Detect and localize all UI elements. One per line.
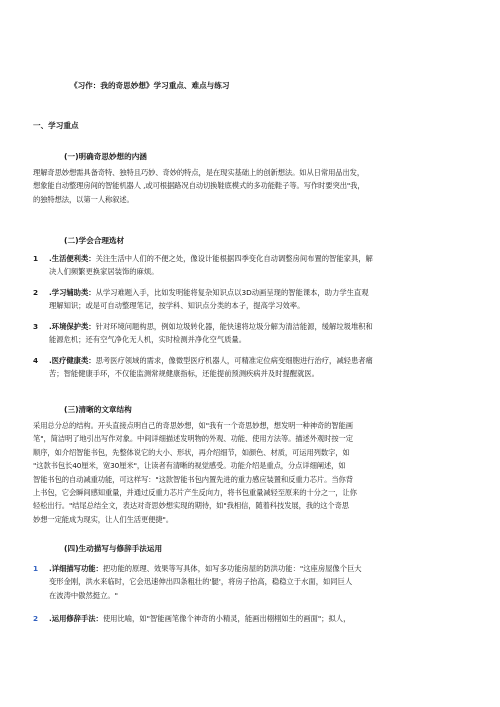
item-number: 4: [33, 356, 39, 365]
item-text: 使用比喻，如"智能画笔像个神奇的小精灵，能画出栩栩如生的画面"；拟人，: [102, 614, 351, 623]
item-lead: .医疗健康类：: [49, 356, 96, 365]
paragraph-meaning: [33, 166, 473, 206]
text-line: 采用总分总的结构。开头直接点明自己的奇思妙想，如"我有一个奇思妙想，想发明一种神奇的智能画: [33, 421, 353, 430]
subheading-structure: (三)清晰的文章结构: [64, 405, 132, 414]
item-lead: .详细描写功能：: [49, 564, 103, 573]
list-item: [33, 562, 473, 602]
subheading-material: (二)学会合理选材: [64, 236, 125, 245]
text-line: 上书包，它会瞬间感知重量，并通过反重力芯片产生反向力，将书包重量减轻至原来的十分之一，让你: [33, 488, 357, 498]
list-item: [33, 286, 473, 313]
list-item: [33, 612, 473, 625]
item-text: 理解知识；或是可自动整理笔记，按学科、知识点分类的本子，提高学习效率。: [49, 301, 305, 311]
document-title: 《习作：我的奇思妙想》学习重点、难点与练习: [70, 81, 230, 90]
item-number: 2: [33, 614, 39, 623]
item-number: 3: [33, 322, 39, 331]
text-line: 笔"，简洁明了地引出写作对象。中间详细描述发明物的外观、功能、使用方法等。描述外观时按一定: [33, 434, 353, 444]
item-text: 针对环境问题构思，例如垃圾转化器，能快速将垃圾分解为清洁能源，缓解垃圾堆积和: [95, 322, 373, 331]
text-line: 轻松出行。"结尾总结全文，表达对奇思妙想实现的期待，如"我相信，随着科技发展，我的这个奇思: [33, 501, 349, 511]
text-line: 顺序，如介绍智能书包，先整体说它的大小、形状，再介绍细节，如颜色、材质，可运用列数字，如: [33, 447, 350, 457]
item-text: 关注生活中人们的不便之处，像设计能根据四季变化自动调整房间布置的智能家具，解: [95, 254, 373, 263]
text-line: 妙想一定能成为现实，让人们生活更便捷"。: [33, 514, 173, 524]
text-line: "这款书包长40厘米，宽30厘米"，让读者有清晰的视觉感受。功能介绍是重点，分点详细阐述，如: [33, 461, 346, 471]
item-lead: .生活便利类：: [49, 254, 96, 263]
list-item: [33, 354, 473, 381]
item-text: 决人们频繁更换家居装饰的麻烦。: [49, 267, 159, 277]
item-number: 1: [33, 564, 39, 573]
subheading-description: (四)生动描写与修辞手法运用: [64, 544, 163, 553]
text-line: 想象能自动整理房间的智能机器人 ,或可根据路况自动切换鞋底模式的多功能鞋子等。写作时要突出"我，: [33, 181, 365, 191]
paragraph-structure: [33, 419, 473, 526]
item-lead: .环境保护类：: [49, 322, 96, 331]
item-lead: .学习辅助类：: [49, 288, 96, 297]
item-number: 2: [33, 288, 39, 297]
item-text: 从学习难题入手，比如发明能将复杂知识点以3D动画呈现的智能课本，助力学生直观: [95, 288, 369, 297]
item-number: 1: [33, 254, 39, 263]
item-lead: .运用修辞手法：: [49, 614, 103, 623]
item-text: 变形金刚，洪水来临时，它会迅速伸出四条粗壮的'腿'，将房子抬高，稳稳立于水面，如同巨人: [49, 577, 353, 587]
text-line: 的独特想法，以第一人称叙述。: [33, 194, 134, 204]
item-text: 思考医疗领域的需求，像微型医疗机器人，可精准定位病变细胞进行治疗，减轻患者痛: [95, 356, 373, 365]
text-line: 理解奇思妙想需具备奇特、独特且巧妙、奇妙的特点，是在现实基础上的创新想法。如从日常用品出发，: [33, 168, 365, 177]
item-text: 在波涛中傲然挺立。": [49, 590, 119, 600]
item-text: 把功能的原理、效果等写具体，如写多功能房屋的防洪功能："这座房屋像个巨大: [102, 564, 362, 573]
item-text: 苦；智能健康手环，不仅能监测常规健康指标，还能提前预测疾病并及时提醒就医。: [49, 369, 319, 379]
section-heading-key-points: 一、学习重点: [33, 121, 79, 130]
list-item: [33, 252, 473, 279]
text-line: 智能书包的自动减重功能，可这样写："这款智能书包内置先进的重力感应装置和反重力芯片。当你背: [33, 474, 353, 484]
list-item: [33, 320, 473, 347]
item-text: 能源危机；还有空气净化无人机，实时检测并净化空气质量。: [49, 335, 247, 345]
subheading-meaning: (一)明确奇思妙想的内涵: [64, 152, 147, 161]
